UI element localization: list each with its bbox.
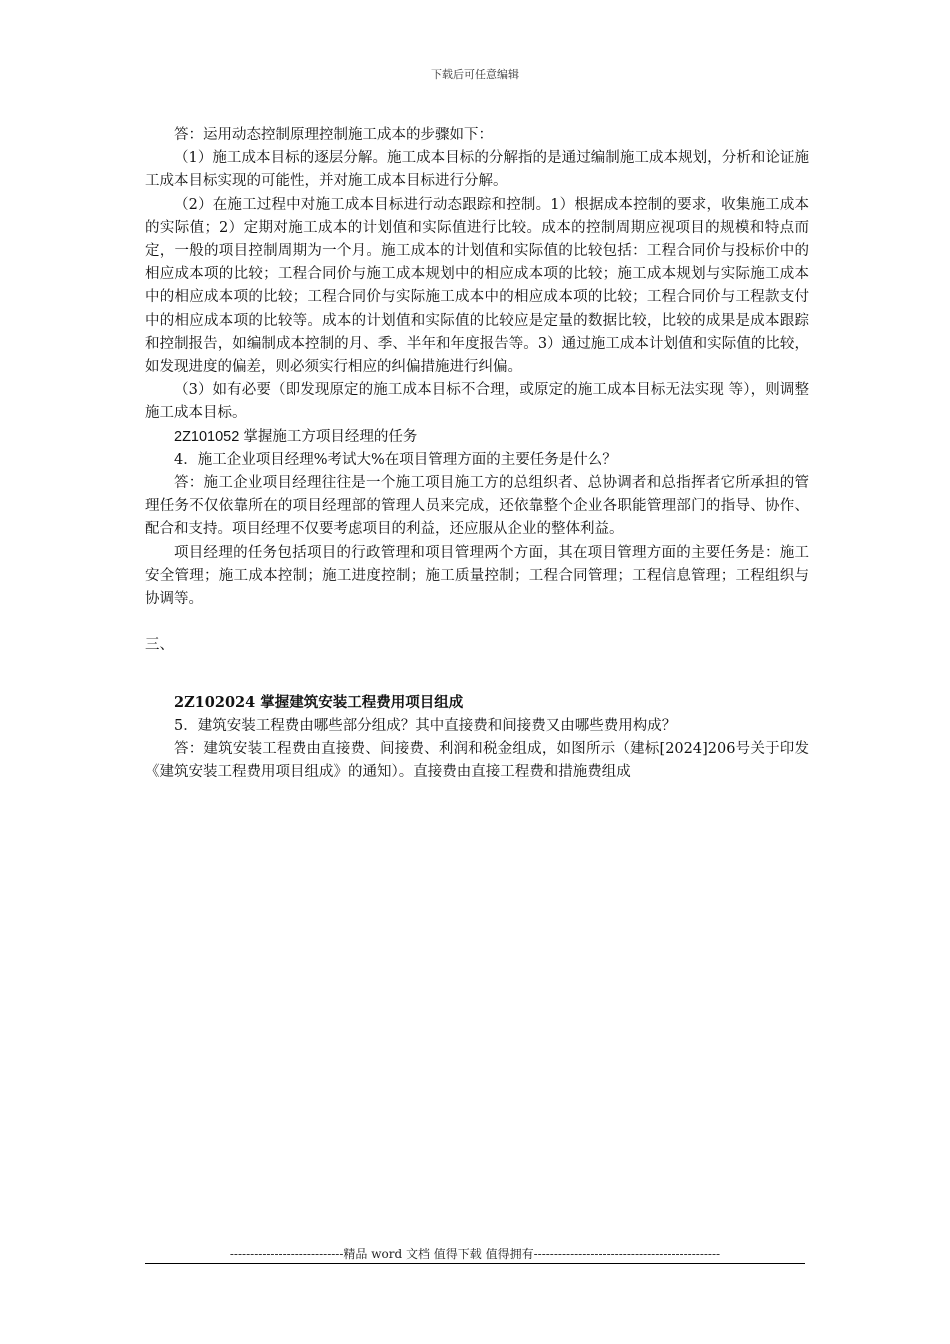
document-body xyxy=(145,124,809,784)
paragraph-answer-4: 答：施工企业项目经理往往是一个施工项目施工方的总组织者、总协调者和总指挥者它所承担的管理任务不仅依靠所在的项目经理部的管理人员来完成，还依靠整个企业各职能管理部门的指导、协作、配合和支持。项目经理不仅要考虑项目的利益，还应服从企业的整体利益。 xyxy=(145,475,809,538)
spacer xyxy=(145,657,809,691)
page-header: 下载后可任意编辑 xyxy=(431,68,519,81)
question-4: 4．施工企业项目经理%考试大%在项目管理方面的主要任务是什么？ xyxy=(174,451,617,468)
footer-divider xyxy=(145,1263,805,1264)
paragraph-step-3: （3）如有必要（即发现原定的施工成本目标不合理，或原定的施工成本目标无法实现 等），则调整施工成本目标。 xyxy=(145,382,809,422)
paragraph-answer-5: 答：建筑安装工程费由直接费、间接费、利润和税金组成，如图所示（建标[2024]206号关于印发《建筑安装工程费用项目组成》的通知）。直接费由直接工程费和措施费组成 xyxy=(145,740,809,781)
section-heading-2z102024: 2Z102024 掌握建筑安装工程费用项目组成 xyxy=(174,694,464,712)
question-5: 5．建筑安装工程费由哪些部分组成？其中直接费和间接费又由哪些费用构成？ xyxy=(174,717,677,734)
paragraph-answer-intro: 答：运用动态控制原理控制施工成本的步骤如下： xyxy=(174,127,493,143)
paragraph-step-2: （2）在施工过程中对施工成本目标进行动态跟踪和控制。1）根据成本控制的要求，收集施工成本的实际值；2）定期对施工成本的计划值和实际值进行比较。成本的控制周期应视项目的规模和特点而定，一般的项目控制周期为一个月。施工成本的计划值和实际值的比较包括：工程合同价与投标价中的相应成本项的比较；工程合同价与施工成本规划中的相应成本项的比较；施工成本规划与实际施工成本中的相应成本项的比较；工程合同价与实际施工成本中的相应成本项的比较；工程合同价与工程款支付中的相应成本项的比较等。成本的计划值和实际值的比较应是定量的数据比较，比较的成果是成本跟踪和控制报告，如编制成本控制的月、季、半年和年度报告等。3）通过施工成本计划值和实际值的比较，如发现进度的偏差，则必须实行相应的纠偏措施进行纠偏。 xyxy=(145,196,809,376)
paragraph-pm-tasks: 项目经理的任务包括项目的行政管理和项目管理两个方面，其在项目管理方面的主要任务是：施工安全管理；施工成本控制；施工进度控制；施工质量控制；工程合同管理；工程信息管理；工程组织与协调等。 xyxy=(145,544,809,608)
section-marker-three: 三、 xyxy=(145,637,174,654)
page-footer: ----------------------------精品 word 文档 值得下载 值得拥有---------------------------------------------- xyxy=(229,1247,721,1261)
section-heading-2z101052: 2Z101052 掌握施工方项目经理的任务 xyxy=(174,428,418,445)
paragraph-step-1: （1）施工成本目标的逐层分解。施工成本目标的分解指的是通过编制施工成本规划，分析和论证施工成本目标实现的可能性，并对施工成本目标进行分解。 xyxy=(145,150,809,190)
spacer xyxy=(145,611,809,634)
